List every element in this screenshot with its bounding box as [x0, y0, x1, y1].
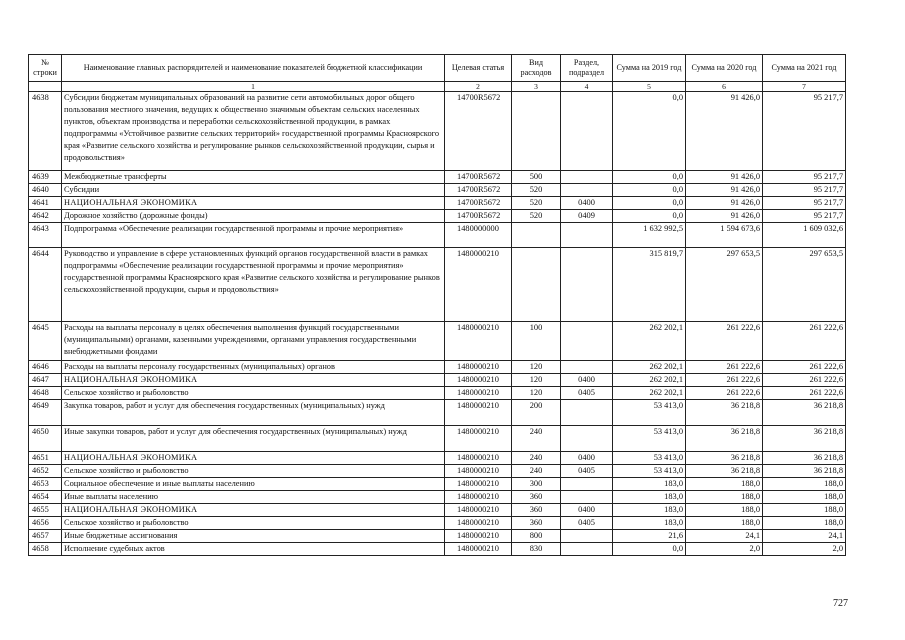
row-number: 4657 [29, 530, 62, 543]
row-sum-2019: 262 202,1 [613, 361, 686, 374]
column-number: 3 [512, 82, 561, 92]
row-sum-2019: 315 819,7 [613, 248, 686, 322]
row-sum-2020: 36 218,8 [686, 400, 763, 426]
row-section [561, 530, 613, 543]
row-sum-2021: 188,0 [763, 478, 846, 491]
row-sum-2020: 261 222,6 [686, 387, 763, 400]
row-sum-2020: 91 426,0 [686, 171, 763, 184]
row-name: Сельское хозяйство и рыболовство [62, 465, 445, 478]
row-sum-2020: 188,0 [686, 491, 763, 504]
row-name: Субсидии бюджетам муниципальных образований на развитие сети автомобильных дорог общего пользования местного значения, ведущих к общественно значимым объектам сельских населенных пунктов, объектам производства и переработки сельскохозяйственной продукции, в рамках подпрограммы «Устойчивое развитие сельских территорий» государственной программы Красноярского края «Развитие сельского хозяйства и регулирование рынков сельскохозяйственной продукции, сырья и продовольствия» [62, 92, 445, 171]
row-section [561, 171, 613, 184]
row-sum-2021: 261 222,6 [763, 374, 846, 387]
table-body [29, 92, 846, 556]
table-row [29, 92, 846, 171]
table-row [29, 478, 846, 491]
row-number: 4653 [29, 478, 62, 491]
table-row [29, 400, 846, 426]
row-sum-2019: 53 413,0 [613, 400, 686, 426]
row-section [561, 184, 613, 197]
row-sum-2019: 53 413,0 [613, 452, 686, 465]
row-section [561, 322, 613, 361]
row-expense-kind: 500 [512, 171, 561, 184]
row-expense-kind: 800 [512, 530, 561, 543]
column-number: 5 [613, 82, 686, 92]
column-number [29, 82, 62, 92]
row-sum-2019: 183,0 [613, 478, 686, 491]
row-sum-2019: 262 202,1 [613, 374, 686, 387]
header-name: Наименование главных распорядителей и наименование показателей бюджетной классификации [62, 55, 445, 82]
header-expense-kind: Вид расходов [512, 55, 561, 82]
row-expense-kind: 240 [512, 426, 561, 452]
row-target-article: 1480000210 [445, 517, 512, 530]
row-name: Иные выплаты населению [62, 491, 445, 504]
row-sum-2021: 261 222,6 [763, 387, 846, 400]
row-sum-2021: 188,0 [763, 517, 846, 530]
table-row [29, 387, 846, 400]
row-sum-2020: 297 653,5 [686, 248, 763, 322]
row-name: Иные закупки товаров, работ и услуг для обеспечения государственных (муниципальных) нужд [62, 426, 445, 452]
row-target-article: 1480000210 [445, 248, 512, 322]
row-expense-kind: 240 [512, 465, 561, 478]
row-name: Подпрограмма «Обеспечение реализации государственной программы и прочие мероприятия» [62, 223, 445, 248]
row-number: 4645 [29, 322, 62, 361]
row-sum-2019: 0,0 [613, 210, 686, 223]
row-target-article: 1480000210 [445, 452, 512, 465]
row-sum-2019: 183,0 [613, 517, 686, 530]
row-target-article: 1480000210 [445, 374, 512, 387]
table-row [29, 543, 846, 556]
header-sum-2020: Сумма на 2020 год [686, 55, 763, 82]
table-row [29, 504, 846, 517]
row-sum-2019: 21,6 [613, 530, 686, 543]
row-sum-2021: 1 609 032,6 [763, 223, 846, 248]
row-expense-kind [512, 92, 561, 171]
row-sum-2021: 2,0 [763, 543, 846, 556]
row-section [561, 92, 613, 171]
row-sum-2021: 24,1 [763, 530, 846, 543]
row-target-article: 1480000210 [445, 465, 512, 478]
row-number: 4643 [29, 223, 62, 248]
row-name: Расходы на выплаты персоналу в целях обеспечения выполнения функций государственными (муниципальными) органами, казенными учреждениями, органами управления государственными внебюджетными фондами [62, 322, 445, 361]
row-name: НАЦИОНАЛЬНАЯ ЭКОНОМИКА [62, 504, 445, 517]
row-section: 0400 [561, 197, 613, 210]
row-sum-2019: 183,0 [613, 491, 686, 504]
row-sum-2021: 95 217,7 [763, 210, 846, 223]
table-row [29, 248, 846, 322]
row-sum-2020: 1 594 673,6 [686, 223, 763, 248]
page-number: 727 [833, 598, 848, 609]
row-sum-2020: 261 222,6 [686, 374, 763, 387]
row-number: 4641 [29, 197, 62, 210]
row-sum-2021: 95 217,7 [763, 197, 846, 210]
column-number: 1 [62, 82, 445, 92]
row-number: 4642 [29, 210, 62, 223]
row-number: 4644 [29, 248, 62, 322]
row-target-article: 1480000210 [445, 504, 512, 517]
row-number: 4652 [29, 465, 62, 478]
row-number: 4650 [29, 426, 62, 452]
row-name: Руководство и управление в сфере установленных функций органов государственной власти в рамках подпрограммы «Обеспечение реализации государственной программы и прочие мероприятия» государственной программы Красноярского края «Развитие сельского хозяйства и регулирование рынков сельскохозяйственной продукции, сырья и продовольствия» [62, 248, 445, 322]
row-sum-2021: 36 218,8 [763, 426, 846, 452]
row-sum-2021: 297 653,5 [763, 248, 846, 322]
row-sum-2021: 36 218,8 [763, 465, 846, 478]
row-expense-kind: 120 [512, 361, 561, 374]
row-sum-2019: 0,0 [613, 543, 686, 556]
row-number: 4658 [29, 543, 62, 556]
column-number: 4 [561, 82, 613, 92]
row-number: 4651 [29, 452, 62, 465]
row-target-article: 1480000210 [445, 530, 512, 543]
row-expense-kind: 520 [512, 197, 561, 210]
header-target-article: Целевая статья [445, 55, 512, 82]
row-section [561, 491, 613, 504]
table-row [29, 197, 846, 210]
row-target-article: 1480000210 [445, 478, 512, 491]
row-sum-2019: 53 413,0 [613, 426, 686, 452]
row-expense-kind: 200 [512, 400, 561, 426]
table-row [29, 223, 846, 248]
row-sum-2021: 188,0 [763, 491, 846, 504]
row-expense-kind: 100 [512, 322, 561, 361]
row-sum-2020: 2,0 [686, 543, 763, 556]
row-sum-2019: 262 202,1 [613, 322, 686, 361]
budget-table-sheet [28, 54, 845, 556]
row-target-article: 14700R5672 [445, 184, 512, 197]
row-expense-kind: 240 [512, 452, 561, 465]
row-sum-2020: 261 222,6 [686, 361, 763, 374]
header-row-number: № строки [29, 55, 62, 82]
row-sum-2020: 91 426,0 [686, 92, 763, 171]
row-target-article: 1480000210 [445, 322, 512, 361]
row-sum-2019: 262 202,1 [613, 387, 686, 400]
header-sum-2021: Сумма на 2021 год [763, 55, 846, 82]
row-name: Социальное обеспечение и иные выплаты населению [62, 478, 445, 491]
row-section: 0405 [561, 387, 613, 400]
row-sum-2020: 91 426,0 [686, 197, 763, 210]
row-section: 0400 [561, 452, 613, 465]
row-expense-kind: 360 [512, 491, 561, 504]
row-name: Субсидии [62, 184, 445, 197]
row-name: Расходы на выплаты персоналу государственных (муниципальных) органов [62, 361, 445, 374]
row-sum-2019: 0,0 [613, 197, 686, 210]
row-expense-kind [512, 223, 561, 248]
table-row [29, 374, 846, 387]
row-section: 0400 [561, 374, 613, 387]
row-sum-2019: 0,0 [613, 171, 686, 184]
row-name: НАЦИОНАЛЬНАЯ ЭКОНОМИКА [62, 452, 445, 465]
row-target-article: 1480000210 [445, 400, 512, 426]
column-number: 7 [763, 82, 846, 92]
row-sum-2021: 261 222,6 [763, 322, 846, 361]
row-sum-2020: 188,0 [686, 517, 763, 530]
table-row [29, 517, 846, 530]
budget-table [28, 54, 846, 556]
row-number: 4638 [29, 92, 62, 171]
row-section: 0400 [561, 504, 613, 517]
row-number: 4656 [29, 517, 62, 530]
row-sum-2021: 261 222,6 [763, 361, 846, 374]
table-row [29, 465, 846, 478]
table-row [29, 426, 846, 452]
row-name: Межбюджетные трансферты [62, 171, 445, 184]
row-expense-kind: 360 [512, 504, 561, 517]
row-sum-2020: 261 222,6 [686, 322, 763, 361]
row-target-article: 14700R5672 [445, 92, 512, 171]
row-number: 4654 [29, 491, 62, 504]
table-row [29, 171, 846, 184]
row-sum-2020: 36 218,8 [686, 426, 763, 452]
row-name: НАЦИОНАЛЬНАЯ ЭКОНОМИКА [62, 374, 445, 387]
row-section [561, 361, 613, 374]
row-sum-2020: 91 426,0 [686, 210, 763, 223]
table-row [29, 452, 846, 465]
row-target-article: 1480000210 [445, 387, 512, 400]
row-section [561, 223, 613, 248]
row-number: 4640 [29, 184, 62, 197]
row-number: 4648 [29, 387, 62, 400]
row-name: Иные бюджетные ассигнования [62, 530, 445, 543]
row-expense-kind [512, 248, 561, 322]
row-section: 0405 [561, 517, 613, 530]
row-sum-2019: 0,0 [613, 184, 686, 197]
row-sum-2021: 36 218,8 [763, 452, 846, 465]
row-number: 4655 [29, 504, 62, 517]
row-sum-2019: 1 632 992,5 [613, 223, 686, 248]
row-section [561, 478, 613, 491]
row-section [561, 543, 613, 556]
row-name: Сельское хозяйство и рыболовство [62, 517, 445, 530]
row-expense-kind: 360 [512, 517, 561, 530]
column-number-row [29, 82, 846, 92]
row-section: 0405 [561, 465, 613, 478]
row-sum-2020: 188,0 [686, 504, 763, 517]
row-sum-2019: 53 413,0 [613, 465, 686, 478]
row-target-article: 14700R5672 [445, 171, 512, 184]
table-row [29, 530, 846, 543]
row-number: 4646 [29, 361, 62, 374]
column-number: 6 [686, 82, 763, 92]
row-section [561, 426, 613, 452]
header-section: Раздел, подраздел [561, 55, 613, 82]
row-sum-2019: 0,0 [613, 92, 686, 171]
row-sum-2020: 36 218,8 [686, 465, 763, 478]
table-row [29, 361, 846, 374]
row-name: Закупка товаров, работ и услуг для обеспечения государственных (муниципальных) нужд [62, 400, 445, 426]
row-sum-2021: 36 218,8 [763, 400, 846, 426]
row-number: 4639 [29, 171, 62, 184]
row-section [561, 248, 613, 322]
row-name: Сельское хозяйство и рыболовство [62, 387, 445, 400]
row-expense-kind: 120 [512, 374, 561, 387]
row-expense-kind: 520 [512, 184, 561, 197]
table-header-row [29, 55, 846, 82]
row-target-article: 1480000000 [445, 223, 512, 248]
row-target-article: 14700R5672 [445, 210, 512, 223]
row-section [561, 400, 613, 426]
row-section: 0409 [561, 210, 613, 223]
table-row [29, 184, 846, 197]
row-sum-2020: 24,1 [686, 530, 763, 543]
row-sum-2020: 36 218,8 [686, 452, 763, 465]
row-target-article: 1480000210 [445, 543, 512, 556]
row-sum-2021: 188,0 [763, 504, 846, 517]
row-target-article: 1480000210 [445, 361, 512, 374]
table-row [29, 491, 846, 504]
row-name: Исполнение судебных актов [62, 543, 445, 556]
row-sum-2021: 95 217,7 [763, 184, 846, 197]
row-sum-2020: 91 426,0 [686, 184, 763, 197]
header-sum-2019: Сумма на 2019 год [613, 55, 686, 82]
row-number: 4647 [29, 374, 62, 387]
row-expense-kind: 300 [512, 478, 561, 491]
row-target-article: 1480000210 [445, 491, 512, 504]
row-sum-2019: 183,0 [613, 504, 686, 517]
row-number: 4649 [29, 400, 62, 426]
table-row [29, 210, 846, 223]
row-sum-2020: 188,0 [686, 478, 763, 491]
row-sum-2021: 95 217,7 [763, 92, 846, 171]
row-expense-kind: 830 [512, 543, 561, 556]
row-expense-kind: 520 [512, 210, 561, 223]
table-row [29, 322, 846, 361]
column-number: 2 [445, 82, 512, 92]
row-target-article: 1480000210 [445, 426, 512, 452]
row-name: Дорожное хозяйство (дорожные фонды) [62, 210, 445, 223]
row-name: НАЦИОНАЛЬНАЯ ЭКОНОМИКА [62, 197, 445, 210]
row-sum-2021: 95 217,7 [763, 171, 846, 184]
row-target-article: 14700R5672 [445, 197, 512, 210]
row-expense-kind: 120 [512, 387, 561, 400]
